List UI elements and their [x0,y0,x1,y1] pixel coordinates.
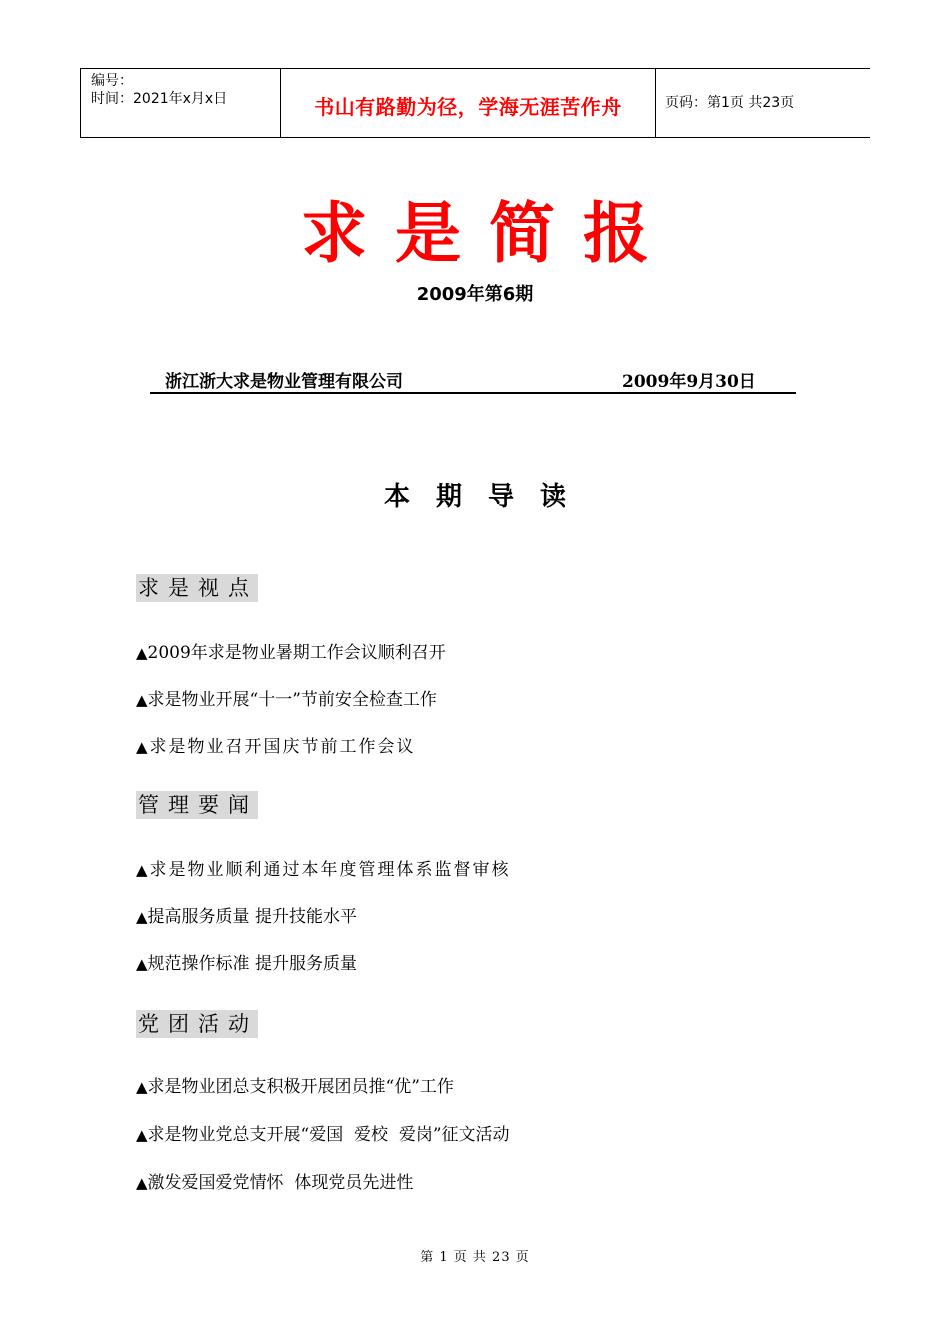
section-heading: 管理要闻 [138,793,258,817]
issue-number: 2009年第6期 [416,284,534,305]
triangle-bullet-icon: ▲ [136,691,148,709]
page-footer: 第 1 页 共 23 页 [420,1250,530,1265]
triangle-bullet-icon: ▲ [136,1174,148,1192]
list-item: ▲求是物业团总支积极开展团员推“优”工作 [136,1077,454,1097]
company-name: 浙江浙大求是物业管理有限公司 [165,372,403,392]
page-label: 页码：第1页 共23页 [665,95,795,111]
triangle-bullet-icon: ▲ [136,738,150,756]
number-label: 编号： [91,73,133,89]
list-item: ▲求是物业开展“十一”节前安全检查工作 [136,690,437,710]
section-heading: 党团活动 [138,1012,258,1036]
guide-title: 本期导读 [383,482,592,512]
list-item: ▲求是物业顺利通过本年度管理体系监督审核 [136,860,511,880]
triangle-bullet-icon: ▲ [136,644,148,662]
divider-line [150,392,796,394]
list-item: ▲求是物业党总支开展“爱国 爱校 爱岗”征文活动 [136,1125,510,1145]
list-item: ▲规范操作标准 提升服务质量 [136,954,357,974]
motto: 书山有路勤为径，学海无涯苦作舟 [314,95,622,119]
newsletter-title: 求是简报 [301,195,677,272]
triangle-bullet-icon: ▲ [136,1078,148,1096]
section-heading: 求是视点 [138,576,258,600]
triangle-bullet-icon: ▲ [136,955,148,973]
triangle-bullet-icon: ▲ [136,861,150,879]
list-item: ▲求是物业召开国庆节前工作会议 [136,737,416,757]
publish-date: 2009年9月30日 [622,372,756,392]
document-header [80,68,870,138]
list-item: ▲激发爱国爱党情怀 体现党员先进性 [136,1173,414,1193]
list-item: ▲提高服务质量 提升技能水平 [136,907,357,927]
header-page-cell [655,69,870,137]
list-item: ▲2009年求是物业暑期工作会议顺利召开 [136,643,446,663]
header-motto-cell [280,69,656,137]
time-label: 时间：2021年x月x日 [91,91,228,107]
triangle-bullet-icon: ▲ [136,908,148,926]
header-info-cell [80,69,281,137]
triangle-bullet-icon: ▲ [136,1126,148,1144]
